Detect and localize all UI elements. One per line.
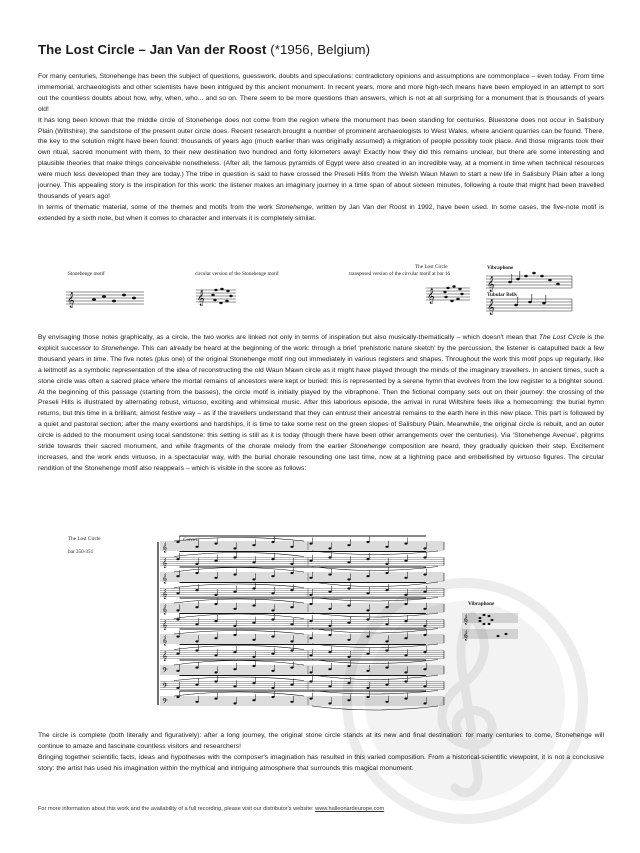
note-head — [309, 654, 312, 656]
note-head — [233, 547, 236, 549]
note-head — [195, 606, 198, 608]
note-head — [385, 649, 388, 651]
note-head — [328, 625, 331, 627]
body-text-b: is the explicit successor to — [38, 334, 604, 352]
note-head — [347, 656, 350, 658]
note-head — [423, 547, 426, 549]
note-head — [309, 637, 312, 639]
note-head — [271, 558, 274, 560]
note-head — [252, 622, 255, 624]
note-head — [309, 560, 312, 562]
intro-sentence-3b: , written by Jan Van der Roost in 1992, have been used. In some cases, the five-note motif is extended by a sixth note, but when it comes to character and intervals it is completely similar. — [38, 203, 604, 222]
note-head — [290, 606, 293, 608]
note-head — [290, 640, 293, 642]
label-cornets: Cornets — [183, 537, 200, 543]
note-head — [309, 577, 312, 579]
note-head — [423, 574, 426, 576]
caption-circular-version: circular version of the Stonehenge motif — [195, 271, 279, 277]
note-head — [214, 620, 217, 622]
body-italic-lost-circle: The Lost Circle — [538, 334, 586, 341]
note-head — [479, 617, 482, 619]
caption-transposed: transposed version of the circular motif at bar 16 — [349, 271, 451, 277]
note-head — [176, 687, 179, 689]
note-head — [176, 696, 179, 698]
body-text-c: . This can already be heard at the beginning of the work: through a brief ‘prehistoric nature sketch’ by the percussion, the listener is catapulted back a few thousand years in time. The five notes (plus one) of the original Stonehenge motif ring out immediately in various registers and shapes. Throughout the work this motif pops up regularly, like a leitmotif as a symbolic representation of the idea of reconstructing the old Waun Mawn circle as it might have played through the minds of the imaginary travellers. In ancient times, such a stone circle was often a sacred place where the mortal remains of ancestors were kept or buried: this is represented by a serene hymn that evolves from the low register to a brighter sound. At the beginning of this passage (starting from the basses), the circle motif is initially played by the vibraphone. Then the fictional company sets out on their journey: the crossing of the Preseli Hills is illustrated by alternating robust, virtuoso, exciting and whimsical music. After this laborious episode, the arrival in rural Wiltshire feels like a homecoming: the burial hymn returns, but this time in a brilliant, almost festive way – as if the travellers understand that they can entrust their ancestral remains to the earth here in this new place. This part is followed by a quiet and pastoral section: after the many exertions and hardships, it is time to take some rest on the green slopes of Salisbury Plain. Meanwhile, the original circle is rebuilt, and an outer circle is added to the monument using local sandstone: this setting is still as it is today (though there have been other arrangements over the centuries). Via ‘Stonehenge Avenue’, pilgrims stride towards their sacred monument, and while fragments of the chorale melody from the earlier — [38, 344, 604, 451]
note-head — [347, 587, 350, 589]
treble-clef-icon: 𝄞 — [162, 589, 168, 600]
note-head — [385, 563, 388, 565]
bass-clef-icon: 𝄢 — [162, 667, 168, 677]
treble-clef-icon: 𝄞 — [162, 620, 168, 631]
bass-clef-icon: 𝄢 — [162, 682, 168, 693]
note-head — [423, 634, 426, 636]
note-head — [309, 603, 312, 605]
note-head — [328, 547, 331, 549]
note-head — [195, 640, 198, 642]
note-head — [404, 560, 407, 562]
note-head — [404, 671, 407, 673]
note-head — [366, 670, 369, 672]
caption-score-bars: bar 350-351 — [68, 549, 94, 555]
staff-transposed-motif — [426, 282, 472, 308]
note-head — [309, 594, 312, 596]
note-head — [290, 546, 293, 548]
note-head — [233, 556, 236, 558]
note-head — [290, 649, 293, 651]
note-head — [423, 668, 426, 670]
note-head — [271, 618, 274, 620]
note-head — [488, 615, 491, 617]
body-text-a: By envisaging those notes graphically, as a circle, the two works are linked not only in terms of inspiration but also musically-thematically – which doesn't mean that — [38, 334, 539, 341]
note-head — [366, 636, 369, 638]
note-head — [404, 543, 407, 545]
note-head — [404, 680, 407, 682]
note-head — [404, 654, 407, 656]
note-head — [271, 653, 274, 655]
note-head — [423, 702, 426, 704]
note-head — [309, 698, 312, 700]
score-staff — [160, 552, 444, 571]
note-head — [423, 608, 426, 610]
note-head — [252, 561, 255, 563]
intro-paragraph — [38, 72, 604, 225]
note-head — [309, 543, 312, 545]
treble-clef-icon: 𝄞 — [162, 574, 168, 584]
note-head — [385, 667, 388, 669]
note-head — [214, 543, 217, 545]
note-head — [328, 634, 331, 636]
note-head — [309, 680, 312, 682]
note-head — [366, 609, 369, 611]
intro-sentence-2: It has long been known that the middle circle of Stonehenge does not come from the region where the monument has been standing for centuries. Bluestone does not occur in Salisbury Plain (Wiltshire); the sandstone of the present outer circle does. Recent research brought a number of prominent archaeologists to West Wales, where ancient quarries can be found. There, the key to the solution might have been found: thousands of years ago (much earlier than was originally assumed) a migration of people possibly took place. And those migrants took their own ritual, sacred monument with them, to their new destination two hundred and forty kilometers away! Exactly how they did this remains unclear, but there are some interesting and plausible theories that make things conceivable nonetheless. (After all, the famous pyramids of Egypt were also created in an incredible way, at a moment in time when technical resources were much less developed than they are today.) The tribe in question is said to have crossed the Preseli Hills from the Welsh Waun Mawn to start a new life in Salisbury Plain after a long journey. This appealing story is the inspiration for this work: the listener makes an imaginary journey in a time span of about sixteen minutes, following a route that might had been travelled thousands of years ago! — [38, 116, 604, 200]
note-head — [252, 682, 255, 684]
note-head — [328, 685, 331, 687]
note-head — [195, 572, 198, 574]
note-head — [328, 668, 331, 670]
intro-sentence-1: For many centuries, Stonehenge has been the subject of questions, guesswork, doubts and speculations: contradictory opinions and assumptions are commonplace – even today. From time immemorial, archaeologists and other scientists have been intrigued by this ancient monument. In recent years, more and more high-tech means have been employed in an attempt to sort out the countless doubts about how, why, when, who... and so on. There seem to be more questions than answers, which is not at all surprising for a monument that is thousands of years old! — [38, 73, 604, 113]
note-head — [347, 578, 350, 580]
staff-vibraphone-bells — [486, 272, 576, 315]
note-head — [347, 544, 350, 546]
note-head — [347, 605, 350, 607]
treble-clef-icon: 𝄞 — [162, 636, 168, 646]
note-head — [214, 594, 217, 596]
note-head — [328, 574, 331, 576]
note-head — [385, 606, 388, 608]
note-head — [366, 696, 369, 698]
note-head — [347, 682, 350, 684]
note-head — [366, 592, 369, 594]
note-head — [176, 541, 179, 543]
intro-sentence-3a: In terms of thematic material, some of the themes and motifs from the work — [38, 203, 276, 211]
note-head — [176, 609, 179, 611]
note-head — [214, 560, 217, 562]
note-head — [195, 649, 198, 651]
label-vibraphone-1: Vibraphone — [487, 265, 514, 271]
note-head — [505, 633, 508, 635]
note-head — [491, 619, 494, 621]
note-head — [328, 556, 331, 558]
treble-clef-icon: 𝄞 — [162, 558, 168, 569]
note-head — [214, 577, 217, 579]
caption-lost-circle: The Lost Circle — [415, 264, 448, 270]
note-head — [423, 556, 426, 558]
note-head — [195, 589, 198, 591]
treble-clef-icon: 𝄞 — [197, 291, 205, 306]
treble-clef-icon: 𝄞 — [427, 289, 435, 304]
note-head — [271, 670, 274, 672]
footer-link[interactable]: www.halleonardeurope.com — [315, 806, 385, 812]
note-head — [290, 589, 293, 591]
note-head — [328, 591, 331, 593]
note-head — [483, 623, 486, 625]
treble-clef-icon: 𝄞 — [463, 631, 469, 641]
note-head — [252, 699, 255, 701]
note-head — [404, 698, 407, 700]
note-head — [176, 558, 179, 560]
treble-clef-icon: 𝄞 — [67, 293, 75, 308]
note-head — [290, 563, 293, 565]
note-head — [497, 635, 500, 637]
note-head — [290, 684, 293, 686]
note-head — [195, 623, 198, 625]
note-head — [195, 701, 198, 703]
note-head — [176, 592, 179, 594]
note-head — [385, 684, 388, 686]
note-head — [271, 636, 274, 638]
note-head — [366, 575, 369, 577]
note-head — [252, 639, 255, 641]
bass-clef-icon: 𝄢 — [162, 698, 168, 708]
note-head — [366, 653, 369, 655]
note-head — [404, 577, 407, 579]
caption-score-title: The Lost Circle — [68, 536, 101, 542]
note-head — [252, 544, 255, 546]
note-head — [347, 665, 350, 667]
note-head — [423, 651, 426, 653]
note-head — [385, 572, 388, 574]
note-head — [176, 653, 179, 655]
score-vibraphone — [462, 610, 522, 644]
note-head — [488, 623, 491, 625]
closing-sentence-1: The circle is complete (both literally and figuratively): after a long journey, the original stone circle stands at its new and final destination: for many centuries to come, Stonehenge will continue to amaze and fascinate countless visitors and researchers! — [38, 732, 604, 750]
note-head — [271, 541, 274, 543]
page-title — [38, 42, 370, 57]
title-sub: (*1956, Belgium) — [266, 42, 371, 57]
note-head — [366, 618, 369, 620]
footer-text: For more information about this work and the availability of a full recording, please visit our distributor's website: — [38, 806, 316, 812]
note-head — [252, 656, 255, 658]
treble-clef-icon: 𝄞 — [162, 605, 168, 615]
note-head — [252, 578, 255, 580]
note-head — [385, 623, 388, 625]
title-main: The Lost Circle – Jan Van der Roost — [38, 42, 267, 57]
note-head — [195, 546, 198, 548]
note-head — [347, 639, 350, 641]
note-head — [233, 574, 236, 576]
note-head — [233, 608, 236, 610]
note-head — [195, 684, 198, 686]
body-italic-stonehenge: Stonehenge — [101, 344, 138, 352]
note-head — [214, 698, 217, 700]
label-tubular-bells: Tubular Bells — [487, 292, 517, 298]
note-head — [271, 687, 274, 689]
note-head — [290, 623, 293, 625]
note-head — [214, 603, 217, 605]
note-head — [233, 651, 236, 653]
closing-paragraph — [38, 731, 604, 775]
body-italic-stonehenge-2: Stonehenge — [349, 443, 387, 451]
note-head — [233, 591, 236, 593]
note-head — [271, 609, 274, 611]
note-head — [404, 620, 407, 622]
note-head — [176, 575, 179, 577]
score-staff — [160, 645, 444, 664]
note-head — [271, 575, 274, 577]
note-head — [309, 620, 312, 622]
label-vibraphone-2: Vibraphone — [468, 601, 495, 607]
note-head — [385, 701, 388, 703]
note-head — [214, 680, 217, 682]
note-head — [366, 541, 369, 543]
note-head — [195, 667, 198, 669]
note-head — [423, 591, 426, 593]
note-head — [252, 587, 255, 589]
note-head — [214, 637, 217, 639]
note-head — [214, 654, 217, 656]
note-head — [385, 546, 388, 548]
note-head — [176, 670, 179, 672]
treble-clef-icon: 𝄞 — [463, 615, 469, 625]
note-head — [423, 685, 426, 687]
treble-clef-icon: 𝄞 — [162, 543, 168, 553]
note-head — [176, 636, 179, 638]
note-head — [423, 625, 426, 627]
note-head — [404, 594, 407, 596]
score-excerpt — [158, 538, 448, 714]
score-staff — [160, 691, 444, 710]
note-head — [328, 608, 331, 610]
note-head — [347, 561, 350, 563]
treble-clef-icon: 𝄞 — [162, 651, 168, 662]
staff-circular-version — [196, 286, 256, 308]
note-head — [214, 671, 217, 673]
note-head — [483, 614, 486, 616]
note-head — [195, 563, 198, 565]
note-head — [176, 618, 179, 620]
caption-stonehenge-motif: Stonehenge motif — [68, 271, 105, 277]
note-head — [233, 625, 236, 627]
note-head — [328, 702, 331, 704]
note-head — [385, 589, 388, 591]
note-head — [328, 651, 331, 653]
note-head — [271, 696, 274, 698]
note-head — [233, 702, 236, 704]
staff-stonehenge-motif — [66, 288, 146, 310]
footer-note — [38, 806, 384, 812]
note-head — [233, 685, 236, 687]
note-head — [252, 605, 255, 607]
body-paragraph — [38, 333, 604, 475]
note-head — [290, 667, 293, 669]
treble-clef-icon: 𝄞 — [487, 277, 495, 292]
body-text-d: composition are heard, they gradually quicken their step. Excitement increases, and the work ends virtuoso, in a spectacular way, with the burial chorale resounding one last time, now at a lightning pace and embellished by virtuoso figures. The circular rendition of the Stonehenge motif also reappears – which is visible in the score as follows: — [38, 443, 604, 472]
note-head — [366, 687, 369, 689]
note-head — [290, 701, 293, 703]
closing-sentence-2: Bringing together scientific facts, ideas and hypotheses with the composer's imagination has resulted in this varied composition. From a historical-scientific viewpoint, it is not a conclusive story: the artist has used his imagination within the mythical and intriguing atmosphere that surrounds this magical monument. — [38, 753, 604, 772]
note-head — [233, 634, 236, 636]
note-head — [290, 572, 293, 574]
note-head — [271, 592, 274, 594]
note-head — [479, 620, 482, 622]
note-head — [233, 668, 236, 670]
note-head — [347, 622, 350, 624]
note-head — [309, 671, 312, 673]
note-head — [404, 603, 407, 605]
note-head — [385, 640, 388, 642]
note-head — [252, 665, 255, 667]
score-staff — [160, 598, 444, 617]
note-head — [347, 699, 350, 701]
note-head — [366, 558, 369, 560]
intro-italic-work: Stonehenge — [275, 203, 312, 211]
note-head — [404, 637, 407, 639]
treble-clef-icon: 𝄞 — [487, 300, 495, 315]
